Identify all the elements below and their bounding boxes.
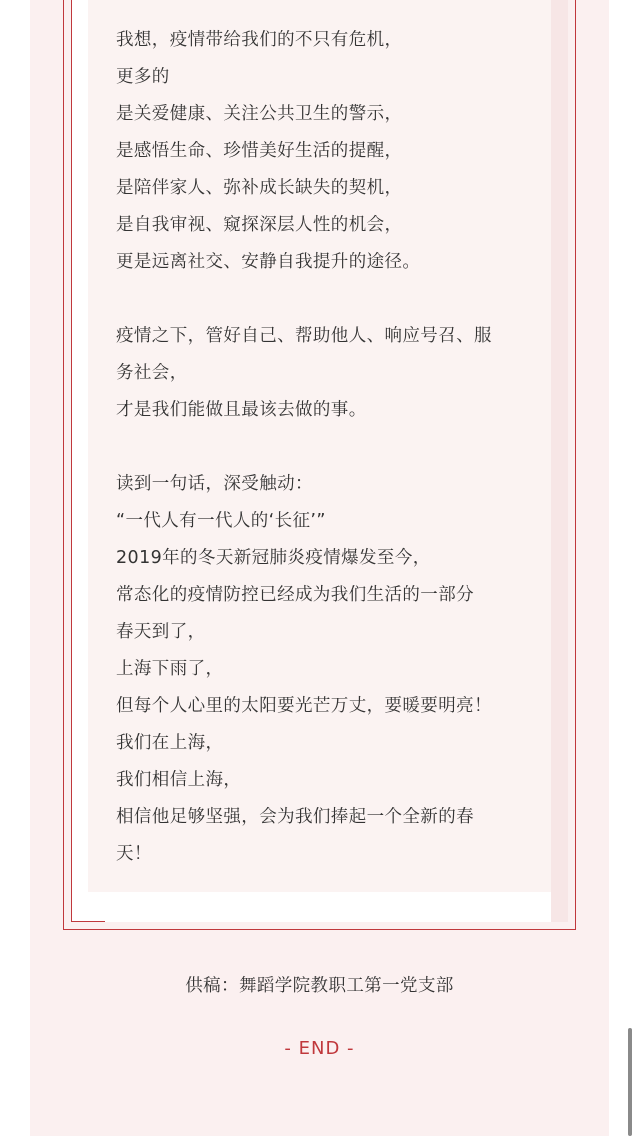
article-line: 是陪伴家人、弥补成长缺失的契机， [116,178,403,198]
article-line: 是感悟生命、珍惜美好生活的提醒， [116,141,403,161]
paragraph-spacer [116,429,536,466]
article-line: 务社会， [116,363,188,383]
article-line: 天！ [116,844,152,864]
paragraph-spacer [116,281,536,318]
article-line: 疫情之下，管好自己、帮助他人、响应号召、服 [116,326,492,346]
scrollbar-thumb[interactable] [628,1028,632,1136]
article-line: 是自我审视、窥探深层人性的机会， [116,215,403,235]
article-line: 相信他足够坚强，会为我们捧起一个全新的春 [116,807,474,827]
article-line: 上海下雨了， [116,659,224,679]
article-line: 常态化的疫情防控已经成为我们生活的一部分 [116,585,474,605]
corner-decoration [71,895,105,922]
article-line: “一代人有一代人的‘长征’” [116,511,326,531]
article-line: 我想，疫情带给我们的不只有危机， [116,30,403,50]
article-line: 才是我们能做且最该去做的事。 [116,400,367,420]
end-marker: - END - [284,1038,355,1059]
card-right-edge [551,0,568,922]
article-line: 2019年的冬天新冠肺炎疫情爆发至今， [116,548,431,568]
credit-line: 供稿：舞蹈学院教职工第一党支部 [185,976,454,996]
article-body [116,22,536,873]
article-line: 春天到了， [116,622,206,642]
article-line: 更是远离社交、安静自我提升的途径。 [116,252,421,272]
article-line: 读到一句话，深受触动： [116,474,313,494]
article-line: 是关爱健康、关注公共卫生的警示， [116,104,403,124]
inner-red-line [71,0,72,922]
article-line: 但每个人心里的太阳要光芒万丈，要暖要明亮！ [116,696,492,716]
article-line: 更多的 [116,67,170,87]
article-line: 我们相信上海， [116,770,242,790]
article-line: 我们在上海， [116,733,224,753]
